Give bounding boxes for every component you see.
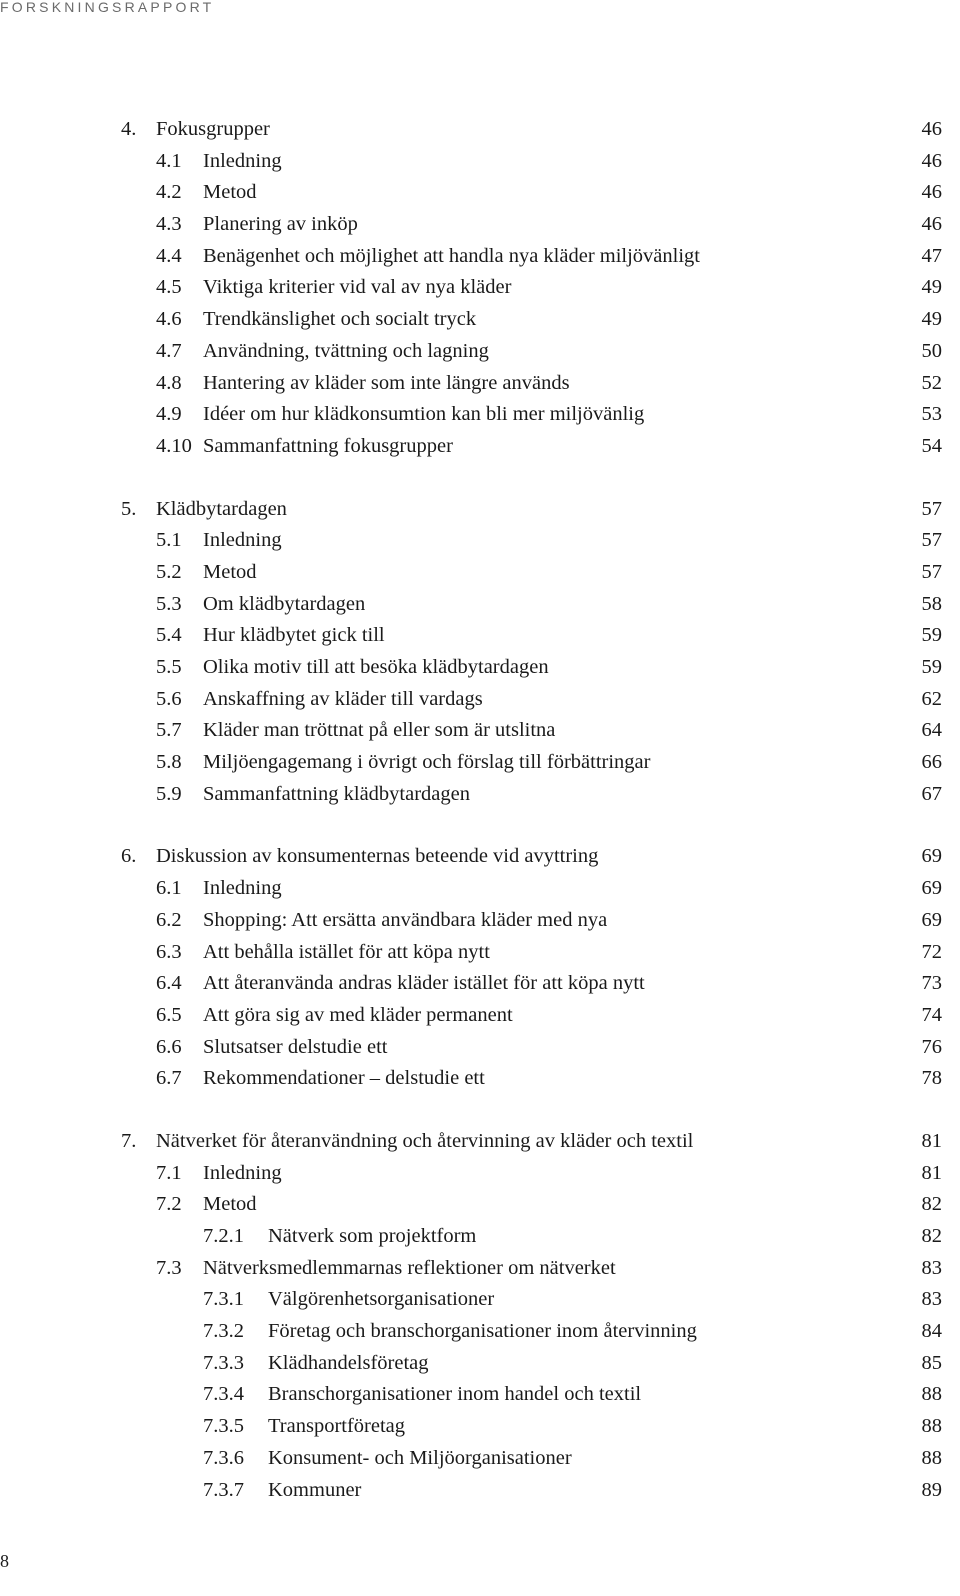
toc-section-entry[interactable]: [0, 873, 960, 905]
toc-entry-number: 6.4: [156, 972, 182, 995]
page-number: 8: [0, 1551, 9, 1571]
toc-entry-page: 46: [921, 118, 942, 140]
toc-entry-page: 88: [921, 1415, 942, 1438]
toc-entry-number: 5.6: [156, 687, 182, 710]
toc-entry-title: Slutsatser delstudie ett: [203, 1035, 388, 1058]
toc-section-entry[interactable]: [0, 177, 960, 209]
toc-entry-title: Shopping: Att ersätta användbara kläder med nya: [203, 908, 608, 931]
toc-entry-page: 57: [921, 529, 942, 552]
toc-section-entry[interactable]: [0, 620, 960, 652]
toc-entry-number: 5.3: [156, 592, 182, 615]
toc-entry-title: Olika motiv till att besöka klädbytardagen: [203, 656, 549, 678]
toc-entry-page: 69: [921, 908, 942, 931]
toc-entry-page: 57: [921, 560, 942, 583]
toc-entry-page: 59: [921, 656, 942, 678]
toc-entry-number: 6.7: [156, 1067, 182, 1090]
toc-entry-number: 6.: [121, 845, 137, 868]
toc-section-entry[interactable]: [0, 1000, 960, 1032]
toc-entry-title: Att göra sig av med kläder permanent: [203, 1003, 513, 1026]
toc-entry-title: Anskaffning av kläder till vardags: [203, 687, 483, 710]
toc-entry-number: 5.1: [156, 529, 182, 552]
toc-entry-page: 74: [921, 1003, 942, 1026]
toc-entry-page: 59: [921, 624, 942, 647]
toc-section-entry[interactable]: [0, 589, 960, 621]
toc-entry-page: 49: [921, 308, 942, 331]
toc-entry-page: 78: [921, 1067, 942, 1090]
toc-section-entry[interactable]: [0, 209, 960, 241]
toc-entry-number: 4.10: [156, 434, 192, 457]
toc-entry-number: 7.3: [156, 1256, 182, 1279]
toc-section-entry[interactable]: [0, 747, 960, 779]
toc-section-entry[interactable]: [0, 1189, 960, 1221]
toc-section-entry[interactable]: [0, 525, 960, 557]
toc-entry-number: 4.9: [156, 403, 182, 426]
toc-section-entry[interactable]: [0, 336, 960, 368]
toc-entry-number: 7.1: [156, 1161, 182, 1184]
toc-section-entry[interactable]: [0, 968, 960, 1000]
toc-entry-number: 6.1: [156, 877, 182, 900]
toc-entry-page: 76: [921, 1035, 942, 1058]
toc-entry-title: Användning, tvättning och lagning: [203, 339, 489, 362]
toc-entry-page: 57: [921, 497, 942, 520]
toc-entry-page: 62: [921, 687, 942, 710]
toc-entry-number: 5.8: [156, 751, 182, 774]
toc-entry-title: Idéer om hur klädkonsumtion kan bli mer miljövänlig: [203, 403, 645, 426]
toc-entry-title: Inledning: [203, 1161, 282, 1184]
toc-entry-title: Metod: [203, 560, 257, 583]
toc-subsection-entry[interactable]: [0, 1284, 960, 1316]
toc-entry-page: 67: [921, 782, 942, 805]
toc-entry-number: 6.6: [156, 1035, 182, 1058]
toc-entry-number: 6.3: [156, 940, 182, 963]
toc-entry-title: Transportföretag: [268, 1415, 406, 1438]
toc-subsection-entry[interactable]: [0, 1411, 960, 1443]
toc-entry-page: 64: [921, 719, 942, 742]
toc-entry-page: 89: [921, 1478, 942, 1501]
toc-entry-title: Planering av inköp: [203, 213, 358, 236]
toc-entry-number: 4.7: [156, 339, 182, 362]
toc-entry-title: Miljöengagemang i övrigt och förslag till förbättringar: [203, 751, 651, 774]
toc-section-entry[interactable]: [0, 146, 960, 178]
toc-entry-page: 46: [921, 181, 942, 204]
toc-entry-page: 85: [921, 1351, 942, 1374]
toc-entry-number: 4.: [121, 118, 137, 140]
toc-entry-title: Konsument- och Miljöorganisationer: [268, 1446, 572, 1469]
toc-chapter: [0, 494, 960, 811]
toc-chapter-entry[interactable]: [0, 841, 960, 873]
toc-subsection-entry[interactable]: [0, 1379, 960, 1411]
toc-entry-page: 47: [921, 244, 942, 267]
toc-entry-number: 6.5: [156, 1003, 182, 1026]
toc-entry-page: 50: [921, 339, 942, 362]
toc-entry-page: 82: [921, 1193, 942, 1216]
running-header: FORSKNINGSRAPPORT: [0, 0, 215, 15]
toc-section-entry[interactable]: [0, 652, 960, 684]
toc-section-entry[interactable]: [0, 1253, 960, 1285]
toc-subsection-entry[interactable]: [0, 1443, 960, 1475]
toc-section-entry[interactable]: [0, 272, 960, 304]
toc-entry-page: 72: [921, 940, 942, 963]
toc-entry-title: Klädbytardagen: [156, 497, 287, 520]
toc-chapter-entry[interactable]: [0, 114, 960, 146]
toc-section-entry[interactable]: [0, 684, 960, 716]
toc-entry-number: 5.7: [156, 719, 182, 742]
toc-entry-title: Fokusgrupper: [156, 118, 270, 140]
toc-entry-page: 69: [921, 845, 942, 868]
toc-entry-number: 5.5: [156, 656, 182, 678]
toc-entry-title: Inledning: [203, 529, 282, 552]
toc-entry-title: Diskussion av konsumenternas beteende vid avyttring: [156, 845, 599, 868]
toc-entry-number: 4.2: [156, 181, 182, 204]
toc-entry-title: Kläder man tröttnat på eller som är utslitna: [203, 719, 556, 742]
toc-entry-title: Trendkänslighet och socialt tryck: [203, 308, 477, 331]
toc-section-entry[interactable]: [0, 715, 960, 747]
toc-entry-page: 81: [921, 1129, 942, 1152]
toc-entry-number: 4.1: [156, 149, 182, 172]
toc-entry-number: 6.2: [156, 908, 182, 931]
toc-entry-title: Nätverket för återanvändning och återvinning av kläder och textil: [156, 1129, 694, 1152]
toc-entry-title: Rekommendationer – delstudie ett: [203, 1067, 485, 1090]
toc-entry-title: Branschorganisationer inom handel och textil: [268, 1383, 642, 1406]
toc-entry-page: 81: [921, 1161, 942, 1184]
toc-entry-number: 4.8: [156, 371, 182, 394]
toc-entry-title: Sammanfattning klädbytardagen: [203, 782, 470, 805]
toc-entry-number: 7.3.5: [203, 1415, 244, 1438]
toc-chapter-entry[interactable]: [0, 494, 960, 526]
toc-entry-number: 7.2: [156, 1193, 182, 1216]
toc-subsection-entry[interactable]: [0, 1475, 960, 1507]
toc-entry-number: 7.3.7: [203, 1478, 244, 1501]
toc-section-entry[interactable]: [0, 1158, 960, 1190]
toc-entry-number: 7.2.1: [203, 1225, 244, 1247]
toc-entry-number: 7.3.1: [203, 1288, 244, 1311]
toc-entry-title: Nätverksmedlemmarnas reflektioner om nätverket: [203, 1256, 616, 1279]
toc-entry-page: 69: [921, 877, 942, 900]
toc-entry-page: 83: [921, 1256, 942, 1279]
toc-subsection-entry[interactable]: [0, 1348, 960, 1380]
toc-entry-page: 58: [921, 592, 942, 615]
toc-chapter-entry[interactable]: [0, 1126, 960, 1158]
toc-entry-title: Nätverk som projektform: [268, 1225, 477, 1247]
toc-entry-title: Inledning: [203, 149, 282, 172]
toc-entry-title: Metod: [203, 1193, 257, 1216]
toc-entry-page: 83: [921, 1288, 942, 1311]
toc-entry-page: 52: [921, 371, 942, 394]
toc-entry-title: Klädhandelsföretag: [268, 1351, 429, 1374]
toc-entry-number: 7.3.2: [203, 1320, 244, 1343]
toc-section-entry[interactable]: [0, 431, 960, 463]
toc-entry-title: Benägenhet och möjlighet att handla nya kläder miljövänligt: [203, 244, 700, 267]
toc-entry-page: 66: [921, 751, 942, 774]
toc-entry-page: 53: [921, 403, 942, 426]
toc-section-entry[interactable]: [0, 241, 960, 273]
toc-section-entry[interactable]: [0, 399, 960, 431]
toc-section-entry[interactable]: [0, 1032, 960, 1064]
toc-entry-number: 5.2: [156, 560, 182, 583]
toc-subsection-entry[interactable]: [0, 1316, 960, 1348]
toc-entry-title: Viktiga kriterier vid val av nya kläder: [203, 276, 512, 299]
toc-entry-page: 88: [921, 1383, 942, 1406]
toc-entry-title: Sammanfattning fokusgrupper: [203, 434, 453, 457]
toc-chapter: [0, 1126, 960, 1506]
toc-entry-title: Inledning: [203, 877, 282, 900]
toc-entry-page: 46: [921, 213, 942, 236]
toc-entry-number: 5.: [121, 497, 137, 520]
toc-entry-number: 4.4: [156, 244, 182, 267]
toc-entry-title: Metod: [203, 181, 257, 204]
toc-entry-page: 54: [921, 434, 942, 457]
toc-entry-page: 82: [921, 1225, 942, 1247]
toc-entry-page: 84: [921, 1320, 942, 1343]
toc-entry-number: 7.3.3: [203, 1351, 244, 1374]
toc-section-entry[interactable]: [0, 304, 960, 336]
toc-section-entry[interactable]: [0, 779, 960, 811]
toc-entry-title: Att behålla istället för att köpa nytt: [203, 940, 490, 963]
toc-entry-number: 5.9: [156, 782, 182, 805]
toc-entry-number: 7.: [121, 1129, 137, 1152]
toc-entry-number: 5.4: [156, 624, 182, 647]
toc-chapter: [0, 114, 960, 463]
table-of-contents: [0, 114, 960, 1537]
toc-entry-number: 7.3.4: [203, 1383, 244, 1406]
toc-section-entry[interactable]: [0, 1063, 960, 1095]
toc-entry-number: 4.5: [156, 276, 182, 299]
toc-entry-title: Hantering av kläder som inte längre används: [203, 371, 570, 394]
toc-chapter: [0, 841, 960, 1095]
toc-section-entry[interactable]: [0, 557, 960, 589]
toc-entry-title: Om klädbytardagen: [203, 592, 366, 615]
toc-entry-title: Hur klädbytet gick till: [203, 624, 385, 647]
toc-entry-number: 4.6: [156, 308, 182, 331]
toc-subsection-entry[interactable]: [0, 1221, 960, 1253]
toc-entry-title: Företag och branschorganisationer inom återvinning: [268, 1320, 697, 1343]
toc-entry-page: 46: [921, 149, 942, 172]
toc-entry-number: 4.3: [156, 213, 182, 236]
toc-entry-page: 73: [921, 972, 942, 995]
toc-section-entry[interactable]: [0, 937, 960, 969]
toc-entry-page: 49: [921, 276, 942, 299]
toc-entry-title: Kommuner: [268, 1478, 362, 1501]
toc-section-entry[interactable]: [0, 905, 960, 937]
toc-section-entry[interactable]: [0, 368, 960, 400]
toc-entry-title: Välgörenhetsorganisationer: [268, 1288, 495, 1311]
toc-entry-number: 7.3.6: [203, 1446, 244, 1469]
toc-entry-page: 88: [921, 1446, 942, 1469]
toc-entry-title: Att återanvända andras kläder istället för att köpa nytt: [203, 972, 645, 995]
